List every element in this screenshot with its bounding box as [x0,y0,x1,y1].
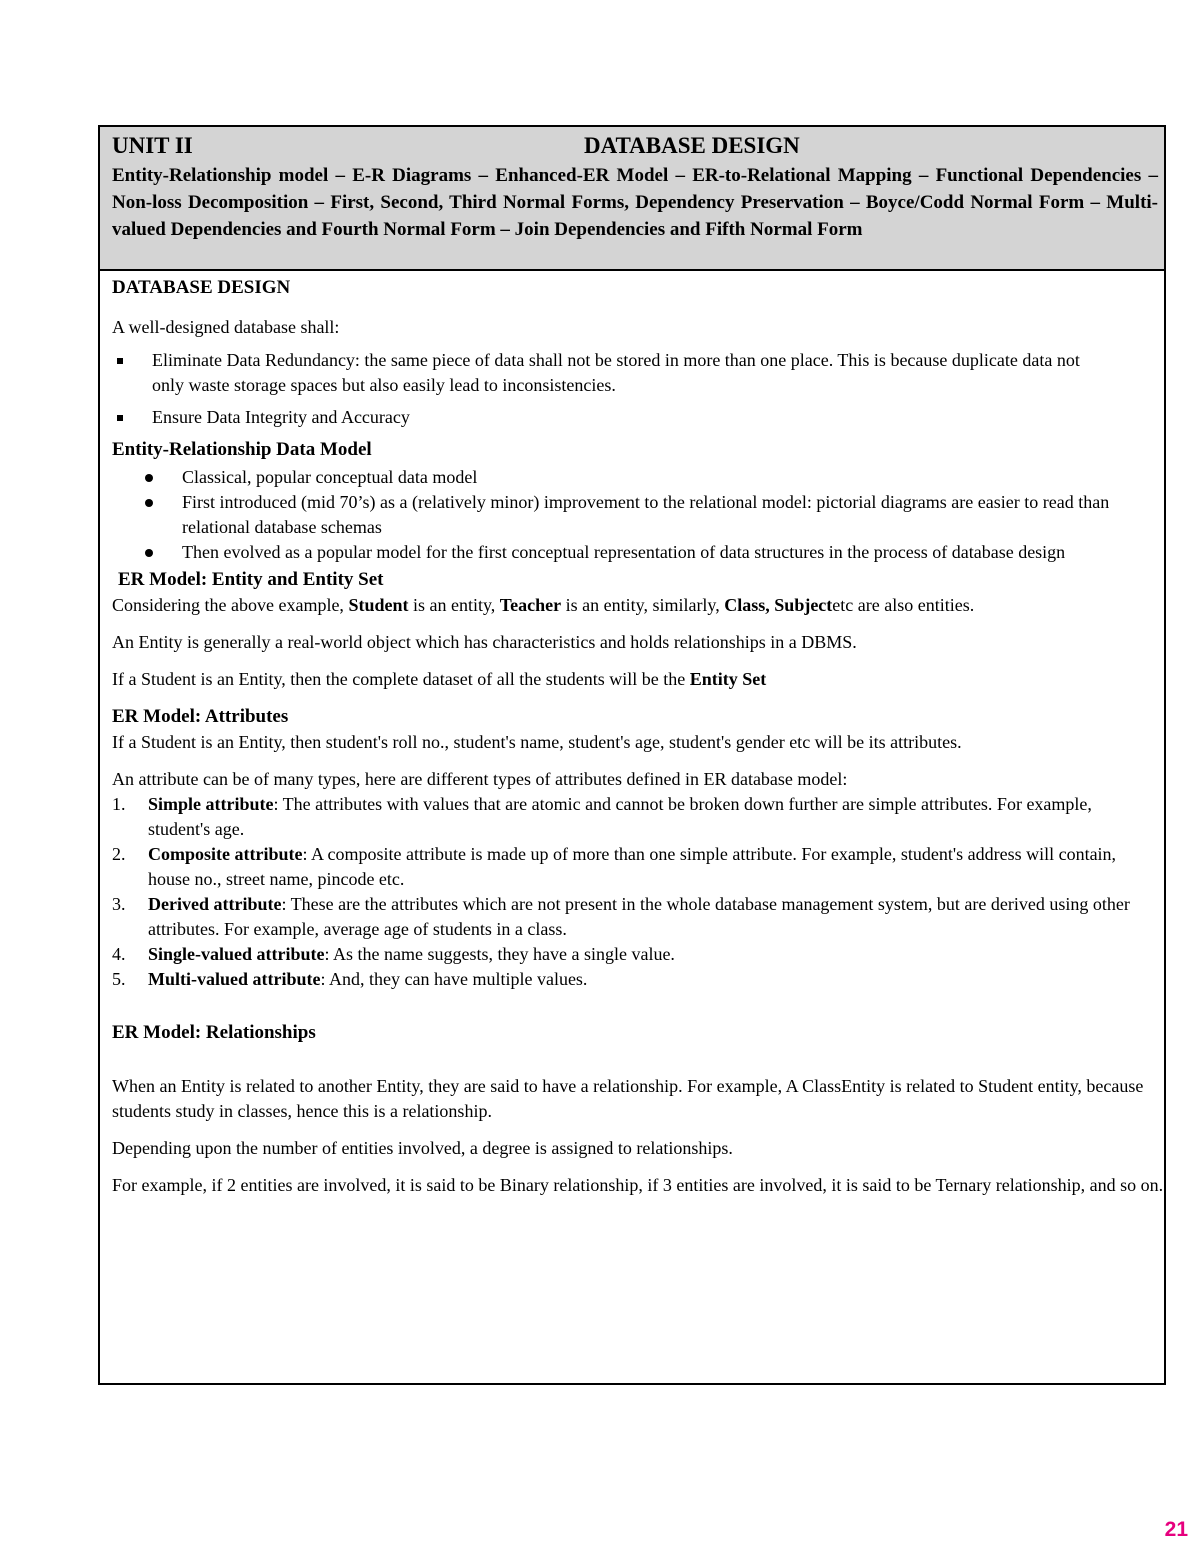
attribute-term: Composite attribute [148,844,303,864]
list-number: 5. [112,969,126,989]
content-frame [98,125,1166,1385]
list-number: 4. [112,944,126,964]
list-item: Then evolved as a popular model for the first conceptual representation of data structures in the process of database design [112,540,1164,565]
list-item [112,942,1164,967]
heading-er-data-model: Entity-Relationship Data Model [112,439,372,460]
entity-paragraph-2: An Entity is generally a real-world object which has characteristics and holds relationships in a DBMS. [112,632,857,652]
term-entity-set: Entity Set [689,669,767,689]
heading-relationships: ER Model: Relationships [112,1022,316,1043]
relationships-paragraph-1: When an Entity is related to another Entity, they are said to have a relationship. For example, A ClassEntity is related to Student entity, because students study in classes, hence this is a relationship. [112,1076,1144,1121]
heading-entity-set: ER Model: Entity and Entity Set [118,569,384,590]
entity-paragraph-1 [112,593,1164,618]
relationships-paragraph-3: For example, if 2 entities are involved, it is said to be Binary relationship, if 3 entities are involved, it is said to be Ternary relationship, and so on. [112,1175,1164,1195]
heading-attributes: ER Model: Attributes [112,706,289,727]
relationships-paragraph-2: Depending upon the number of entities involved, a degree is assigned to relationships. [112,1138,733,1158]
design-goals-list [112,348,1164,430]
attribute-description: : And, they can have multiple values. [320,969,588,989]
list-item [112,892,1164,942]
unit-header [100,127,1164,271]
attribute-description: : These are the attributes which are not present in the whole database management system, but are derived using other attributes. For example, average age of students in a class. [148,894,1130,939]
list-item: Ensure Data Integrity and Accuracy [112,405,1164,430]
design-intro: A well-designed database shall: [112,317,340,337]
term-class-subject: Class, Subject [724,595,833,615]
list-item [112,842,1164,892]
text-span: If a Student is an Entity, then the complete dataset of all the students will be the [112,669,690,689]
attribute-description: : The attributes with values that are atomic and cannot be broken down further are simple attributes. For example, student's age. [148,794,1092,839]
list-item: Classical, popular conceptual data model [112,465,1164,490]
list-number: 2. [112,844,126,864]
list-item [112,967,1164,992]
list-item [112,792,1164,842]
list-number: 3. [112,894,126,914]
text-span: etc are also entities. [832,595,975,615]
er-model-list [112,465,1164,565]
list-number: 1. [112,794,126,814]
attribute-types-list [112,792,1164,992]
text-span: is an entity, similarly, [561,595,725,615]
text-span: is an entity, [408,595,500,615]
term-teacher: Teacher [499,595,562,615]
unit-label: UNIT II [112,133,193,158]
attributes-paragraph-2: An attribute can be of many types, here are different types of attributes defined in ER database model: [112,769,848,789]
list-item: Eliminate Data Redundancy: the same piece of data shall not be stored in more than one place. This is because duplicate data not only waste storage spaces but also easily lead to inconsistencies. [112,348,1164,398]
attribute-description: : As the name suggests, they have a single value. [324,944,675,964]
attributes-paragraph-1: If a Student is an Entity, then student's roll no., student's name, student's age, student's gender etc will be its attributes. [112,732,962,752]
attribute-description: : A composite attribute is made up of more than one simple attribute. For example, student's address will contain, house no., street name, pincode etc. [148,844,1117,889]
attribute-term: Multi-valued attribute [148,969,321,989]
entity-paragraph-3 [112,667,1164,692]
attribute-term: Single-valued attribute [148,944,325,964]
page-number: 21 [1164,1518,1188,1541]
header-top-row [112,131,1158,161]
unit-title: DATABASE DESIGN [584,133,800,158]
heading-database-design: DATABASE DESIGN [112,277,291,298]
page-body [100,271,1164,1198]
term-student: Student [348,595,409,615]
list-item: First introduced (mid 70’s) as a (relatively minor) improvement to the relational model: pictorial diagrams are easier to read than relational database schemas [112,490,1164,540]
syllabus-topics: Entity-Relationship model – E-R Diagrams – Enhanced-ER Model – ER-to-Relational Mapping – Functional Dependencies – Non-loss Decomposition – First, Second, Third Normal Forms, Dependency Preservation – Boyce/Codd Normal Form – Multi-valued Dependencies and Fourth Normal Form – Join Dependencies and Fifth Normal Form [112,165,1158,240]
text-span: Considering the above example, [112,595,349,615]
attribute-term: Simple attribute [148,794,274,814]
attribute-term: Derived attribute [148,894,282,914]
